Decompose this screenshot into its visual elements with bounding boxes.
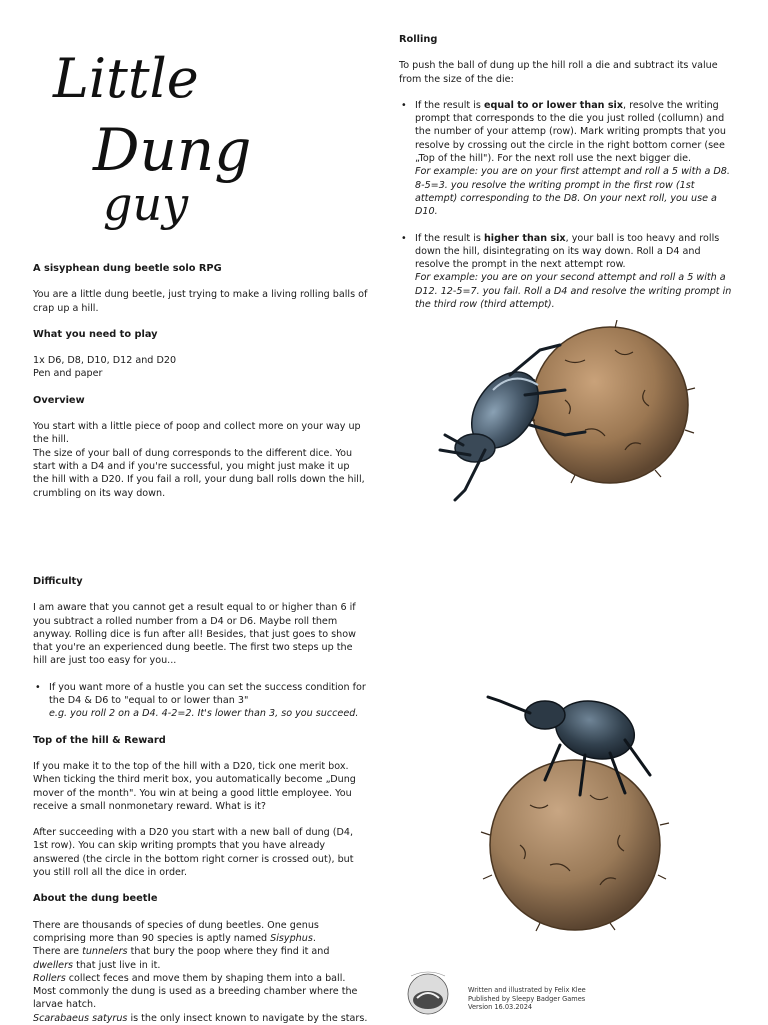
need-dice: 1x D6, D8, D10, D12 and D20 <box>33 355 177 367</box>
about-genus-end: . <box>312 932 316 944</box>
difficulty-list <box>33 681 368 721</box>
about-rollers-text: collect feces and move them by shaping them into a ball. Most commonly the dung is used as a breeding chamber where the larvae hatch. <box>33 972 358 1011</box>
credits-version: Version 16.03.2024 <box>468 1003 533 1012</box>
tagline: A sisyphean dung beetle solo RPG <box>33 263 222 274</box>
rolling-bullet-success <box>399 99 737 219</box>
difficulty-bullet-text: If you want more of a hustle you can set the success condition for the D4 & D6 to "equal to or lower than 3" <box>49 681 366 707</box>
about-rollers <box>33 972 368 1012</box>
about-heading: About the dung beetle <box>33 893 158 905</box>
b2-pre: If the result is <box>415 232 484 244</box>
intro-text: You are a little dung beetle, just trying to make a living rolling balls of crap up a hill. <box>33 289 368 314</box>
about-genus <box>33 919 368 946</box>
b1-bold: equal to or lower than six <box>483 99 624 111</box>
beetle-pushing-ball-illustration <box>415 320 715 510</box>
difficulty-example: e.g. you roll 2 on a D4. 4-2=2. It's lower than 3, so you succeed. <box>49 708 359 720</box>
dwellers-word: dwellers <box>33 959 74 971</box>
rolling-text: To push the ball of dung up the hill roll a die and subtract its value from the size of the die: <box>399 60 718 85</box>
top-text-1: If you make it to the top of the hill with a D20, tick one merit box. When ticking the third merit box, you automatically become „Dung mover of the month". You win at being a good little employee. You receive a small nonmonetary reward. What is it? <box>33 760 356 812</box>
beetle-body-top <box>525 693 641 768</box>
rolling-heading: Rolling <box>399 34 438 45</box>
about-types <box>33 945 368 972</box>
dung-ball-large <box>490 760 660 930</box>
about-stars <box>33 1012 368 1025</box>
b2-post: , your ball is too heavy and rolls down the hill, disintegrating on its way down. Roll a D4 and resolve the prompt in the next attempt row. <box>415 232 720 271</box>
credits-author: Written and illustrated by Felix Klee <box>468 986 586 994</box>
need-heading: What you need to play <box>33 328 158 340</box>
overview-heading: Overview <box>33 394 85 406</box>
title-line-3: guy <box>103 177 189 231</box>
b2-example: For example: you are on your second attempt and roll a 5 with a D12. 12-5=7. you fail. Roll a D4 and resolve the writing prompt in the third row (third attempt). <box>415 272 732 311</box>
b1-post: , resolve the writing prompt that corresponds to the die you just rolled (collumn) and the number of your attemp (row). Mark writing prompts that you resolve by crossing out the circle in the right bottom corner (see „Top of the hill"). For the next roll use the next bigger die. <box>415 99 726 165</box>
top-heading: Top of the hill & Reward <box>33 734 166 746</box>
overview-text-2: The size of your ball of dung corresponds to the different dice. You start with a D4 and if you're successful, you might just make it up the hill with a D20. If you fail a roll, your dung ball rolls down the hill, crumbling on its way down. <box>33 447 365 499</box>
species-name: Scarabaeus satyrus <box>33 1012 128 1024</box>
credits-publisher: Published by Sleepy Badger Games <box>468 994 586 1003</box>
about-types-b: that bury the poop where they find it and <box>127 946 330 958</box>
rollers-word: Rollers <box>33 972 66 984</box>
title-lettering <box>33 25 263 245</box>
about-types-c: that just live in it. <box>73 959 161 971</box>
left-column-lower <box>33 575 368 1025</box>
title-line-1: Little <box>53 47 199 110</box>
overview-text-1: You start with a little piece of poop and collect more on your way up the hill. <box>33 421 361 446</box>
sleepy-badger-logo <box>403 968 453 1016</box>
difficulty-bullet <box>33 681 368 721</box>
left-column <box>33 262 368 500</box>
dung-ball <box>532 327 688 483</box>
top-text-2: After succeeding with a D20 you start with a new ball of dung (D4, 1st row). You can skip writing prompts that you have already answered (the circle in the bottom right corner is crossed out), but you still roll all the dice in order. <box>33 827 354 879</box>
beetle-on-ball-illustration <box>460 685 690 935</box>
rolling-list <box>399 99 737 311</box>
difficulty-heading: Difficulty <box>33 576 83 587</box>
rolling-bullet-fail <box>399 232 737 312</box>
tunnelers-word: tunnelers <box>82 946 128 958</box>
about-stars-text: is the only insect known to navigate by the stars. <box>127 1012 368 1024</box>
genus-name: Sisyphus <box>270 932 313 944</box>
about-types-a: There are <box>33 946 83 958</box>
b1-pre: If the result is <box>415 99 484 111</box>
title-line-2: Dung <box>93 116 252 184</box>
right-column <box>399 33 737 311</box>
difficulty-text: I am aware that you cannot get a result equal to or higher than 6 if you subtract a rolled number from a D4 or D6. Maybe roll them anyway. Rolling dice is fun after all! Besides, that just goes to show that you're an experienced dung beetle. The first two steps up the hill are just too easy for you... <box>33 602 356 667</box>
need-pen: Pen and paper <box>33 368 103 380</box>
credits <box>468 986 586 1012</box>
about-genus-text: There are thousands of species of dung beetles. One genus comprising more than 90 species is aptly named <box>33 919 319 944</box>
b1-example: For example: you are on your first attempt and roll a 5 with a D8. 8-5=3. you resolve the writing prompt in the first row (1st attempt) corresponding to the D8. On your next roll, you use a D10. <box>415 166 730 218</box>
b2-bold: higher than six <box>483 232 566 244</box>
